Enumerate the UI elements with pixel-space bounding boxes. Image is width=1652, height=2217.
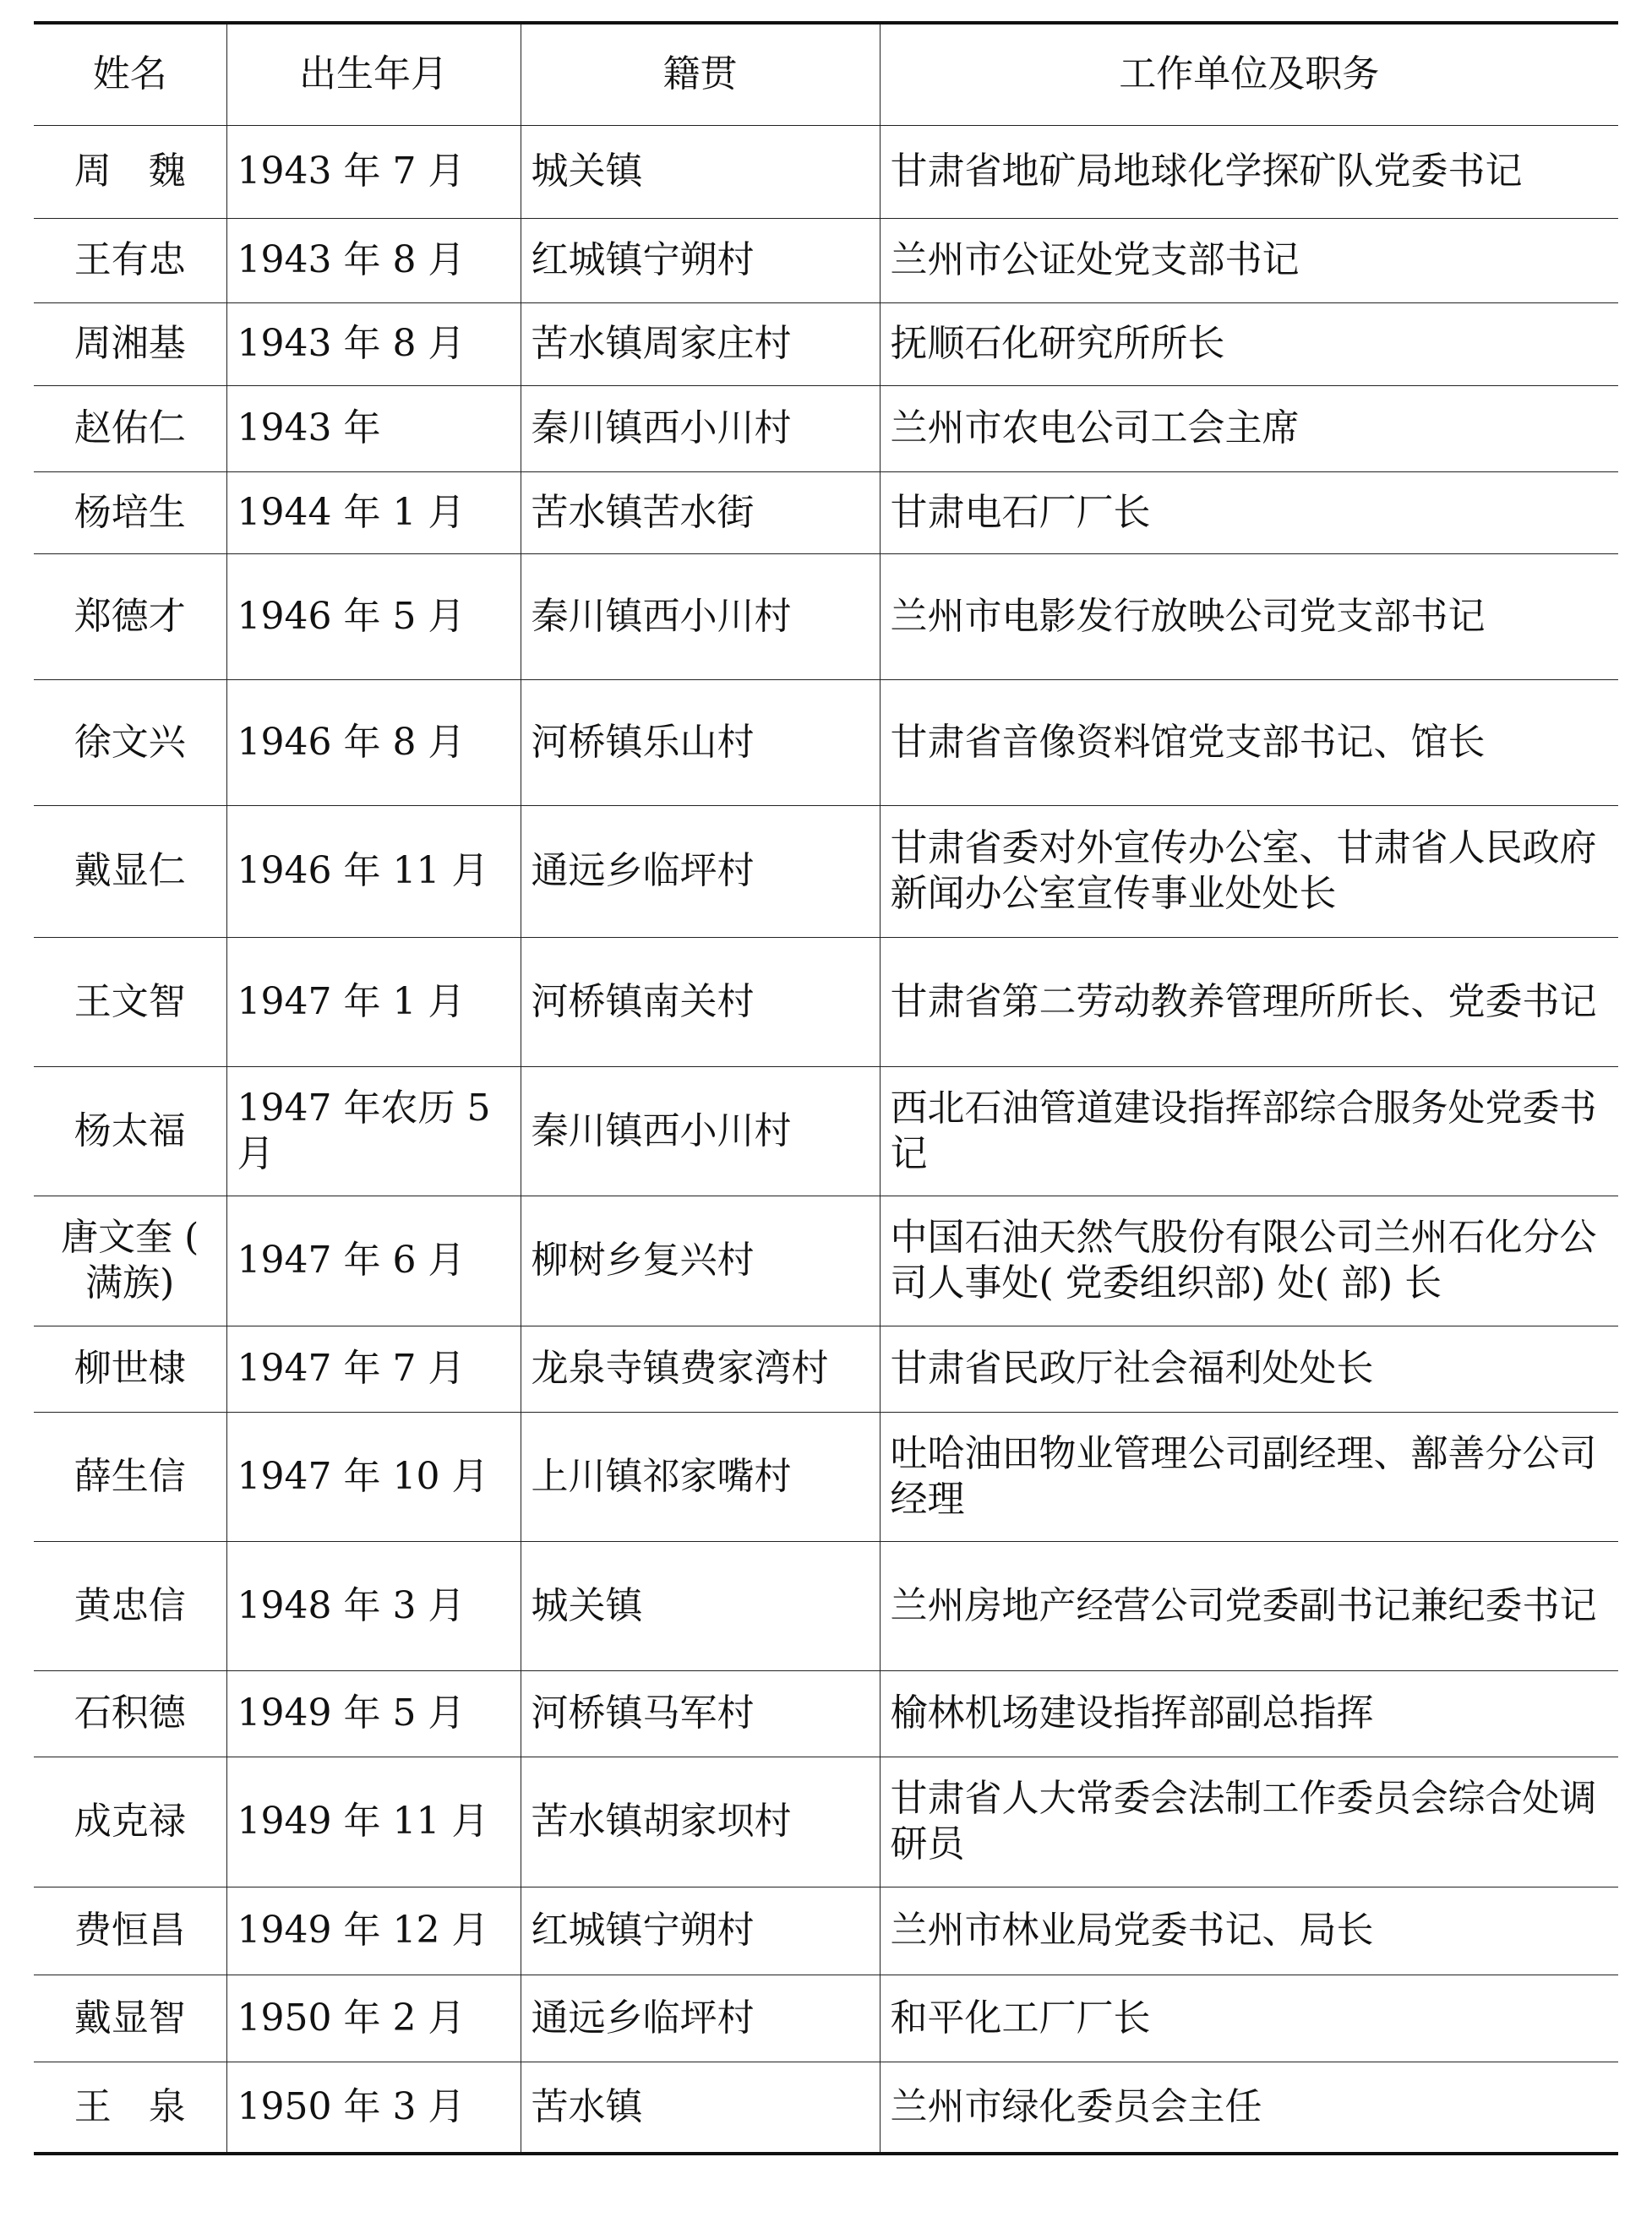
cell-birth: 1947 年 1 月: [226, 937, 521, 1066]
cell-job: 西北石油管道建设指挥部综合服务处党委书记: [880, 1066, 1618, 1196]
cell-birth: 1949 年 5 月: [226, 1670, 521, 1757]
cell-name: 石积德: [34, 1670, 226, 1757]
table-body: [34, 125, 1618, 2154]
cell-name: 周 魏: [34, 125, 226, 218]
cell-job: 榆林机场建设指挥部副总指挥: [880, 1670, 1618, 1757]
table-row: [34, 805, 1618, 937]
cell-hometown: 河桥镇南关村: [521, 937, 880, 1066]
cell-job: 兰州市绿化委员会主任: [880, 2062, 1618, 2154]
table-row: [34, 1887, 1618, 1975]
header-row: [34, 23, 1618, 125]
cell-name: 成克禄: [34, 1757, 226, 1887]
table-row: [34, 1975, 1618, 2062]
cell-birth: 1949 年 12 月: [226, 1887, 521, 1975]
cell-hometown: 城关镇: [521, 1541, 880, 1670]
cell-hometown: 通远乡临坪村: [521, 805, 880, 937]
table-row: [34, 1757, 1618, 1887]
cell-name: 杨培生: [34, 471, 226, 553]
cell-job: 甘肃省第二劳动教养管理所所长、党委书记: [880, 937, 1618, 1066]
cell-name: 王有忠: [34, 218, 226, 302]
cell-job: 和平化工厂厂长: [880, 1975, 1618, 2062]
cell-birth: 1947 年 7 月: [226, 1326, 521, 1412]
cell-birth: 1950 年 2 月: [226, 1975, 521, 2062]
cell-birth: 1949 年 11 月: [226, 1757, 521, 1887]
cell-hometown: 苦水镇苦水街: [521, 471, 880, 553]
cell-name: 戴显智: [34, 1975, 226, 2062]
cell-name: 徐文兴: [34, 679, 226, 805]
cell-name: 郑德才: [34, 553, 226, 679]
cell-job: 抚顺石化研究所所长: [880, 302, 1618, 385]
cell-job: 甘肃省人大常委会法制工作委员会综合处调研员: [880, 1757, 1618, 1887]
cell-name: 黄忠信: [34, 1541, 226, 1670]
cell-job: 吐哈油田物业管理公司副经理、鄯善分公司经理: [880, 1412, 1618, 1541]
cell-name: 薛生信: [34, 1412, 226, 1541]
cell-hometown: 红城镇宁朔村: [521, 218, 880, 302]
cell-birth: 1946 年 8 月: [226, 679, 521, 805]
cell-birth: 1950 年 3 月: [226, 2062, 521, 2154]
cell-name: 唐文奎 ( 满族): [34, 1196, 226, 1326]
cell-job: 甘肃省地矿局地球化学探矿队党委书记: [880, 125, 1618, 218]
header-hometown: 籍贯: [521, 23, 880, 125]
table-row: [34, 471, 1618, 553]
cell-name: 柳世棣: [34, 1326, 226, 1412]
table-row: [34, 2062, 1618, 2154]
cell-name: 赵佑仁: [34, 385, 226, 471]
cell-name: 王 泉: [34, 2062, 226, 2154]
cell-birth: 1947 年农历 5 月: [226, 1066, 521, 1196]
cell-hometown: 秦川镇西小川村: [521, 1066, 880, 1196]
cell-hometown: 城关镇: [521, 125, 880, 218]
table-row: [34, 1196, 1618, 1326]
cell-hometown: 通远乡临坪村: [521, 1975, 880, 2062]
cell-birth: 1946 年 11 月: [226, 805, 521, 937]
cell-hometown: 河桥镇乐山村: [521, 679, 880, 805]
table-row: [34, 125, 1618, 218]
cell-birth: 1948 年 3 月: [226, 1541, 521, 1670]
table-row: [34, 218, 1618, 302]
personnel-table: [34, 21, 1618, 2155]
table-row: [34, 1541, 1618, 1670]
cell-birth: 1943 年 7 月: [226, 125, 521, 218]
table-row: [34, 937, 1618, 1066]
cell-hometown: 苦水镇胡家坝村: [521, 1757, 880, 1887]
table-row: [34, 553, 1618, 679]
cell-birth: 1943 年: [226, 385, 521, 471]
cell-hometown: 红城镇宁朔村: [521, 1887, 880, 1975]
cell-hometown: 秦川镇西小川村: [521, 385, 880, 471]
cell-job: 甘肃省音像资料馆党支部书记、馆长: [880, 679, 1618, 805]
cell-hometown: 龙泉寺镇费家湾村: [521, 1326, 880, 1412]
cell-job: 甘肃省民政厅社会福利处处长: [880, 1326, 1618, 1412]
cell-hometown: 苦水镇: [521, 2062, 880, 2154]
cell-name: 周湘基: [34, 302, 226, 385]
cell-hometown: 苦水镇周家庄村: [521, 302, 880, 385]
cell-job: 甘肃省委对外宣传办公室、甘肃省人民政府新闻办公室宣传事业处处长: [880, 805, 1618, 937]
cell-name: 杨太福: [34, 1066, 226, 1196]
cell-name: 王文智: [34, 937, 226, 1066]
cell-job: 兰州房地产经营公司党委副书记兼纪委书记: [880, 1541, 1618, 1670]
cell-birth: 1946 年 5 月: [226, 553, 521, 679]
header-name: 姓名: [34, 23, 226, 125]
cell-birth: 1943 年 8 月: [226, 302, 521, 385]
table-row: [34, 385, 1618, 471]
cell-name: 戴显仁: [34, 805, 226, 937]
cell-hometown: 柳树乡复兴村: [521, 1196, 880, 1326]
cell-job: 中国石油天然气股份有限公司兰州石化分公司人事处( 党委组织部) 处( 部) 长: [880, 1196, 1618, 1326]
cell-hometown: 秦川镇西小川村: [521, 553, 880, 679]
cell-job: 兰州市林业局党委书记、局长: [880, 1887, 1618, 1975]
cell-job: 兰州市公证处党支部书记: [880, 218, 1618, 302]
table-header: [34, 23, 1618, 125]
cell-birth: 1944 年 1 月: [226, 471, 521, 553]
table-row: [34, 1670, 1618, 1757]
cell-job: 兰州市农电公司工会主席: [880, 385, 1618, 471]
table-row: [34, 1412, 1618, 1541]
cell-birth: 1947 年 10 月: [226, 1412, 521, 1541]
header-job: 工作单位及职务: [880, 23, 1618, 125]
cell-birth: 1947 年 6 月: [226, 1196, 521, 1326]
cell-job: 甘肃电石厂厂长: [880, 471, 1618, 553]
cell-hometown: 河桥镇马军村: [521, 1670, 880, 1757]
table-row: [34, 302, 1618, 385]
cell-hometown: 上川镇祁家嘴村: [521, 1412, 880, 1541]
cell-birth: 1943 年 8 月: [226, 218, 521, 302]
header-birth: 出生年月: [226, 23, 521, 125]
table-row: [34, 1326, 1618, 1412]
cell-job: 兰州市电影发行放映公司党支部书记: [880, 553, 1618, 679]
table-row: [34, 679, 1618, 805]
cell-name: 费恒昌: [34, 1887, 226, 1975]
table-row: [34, 1066, 1618, 1196]
